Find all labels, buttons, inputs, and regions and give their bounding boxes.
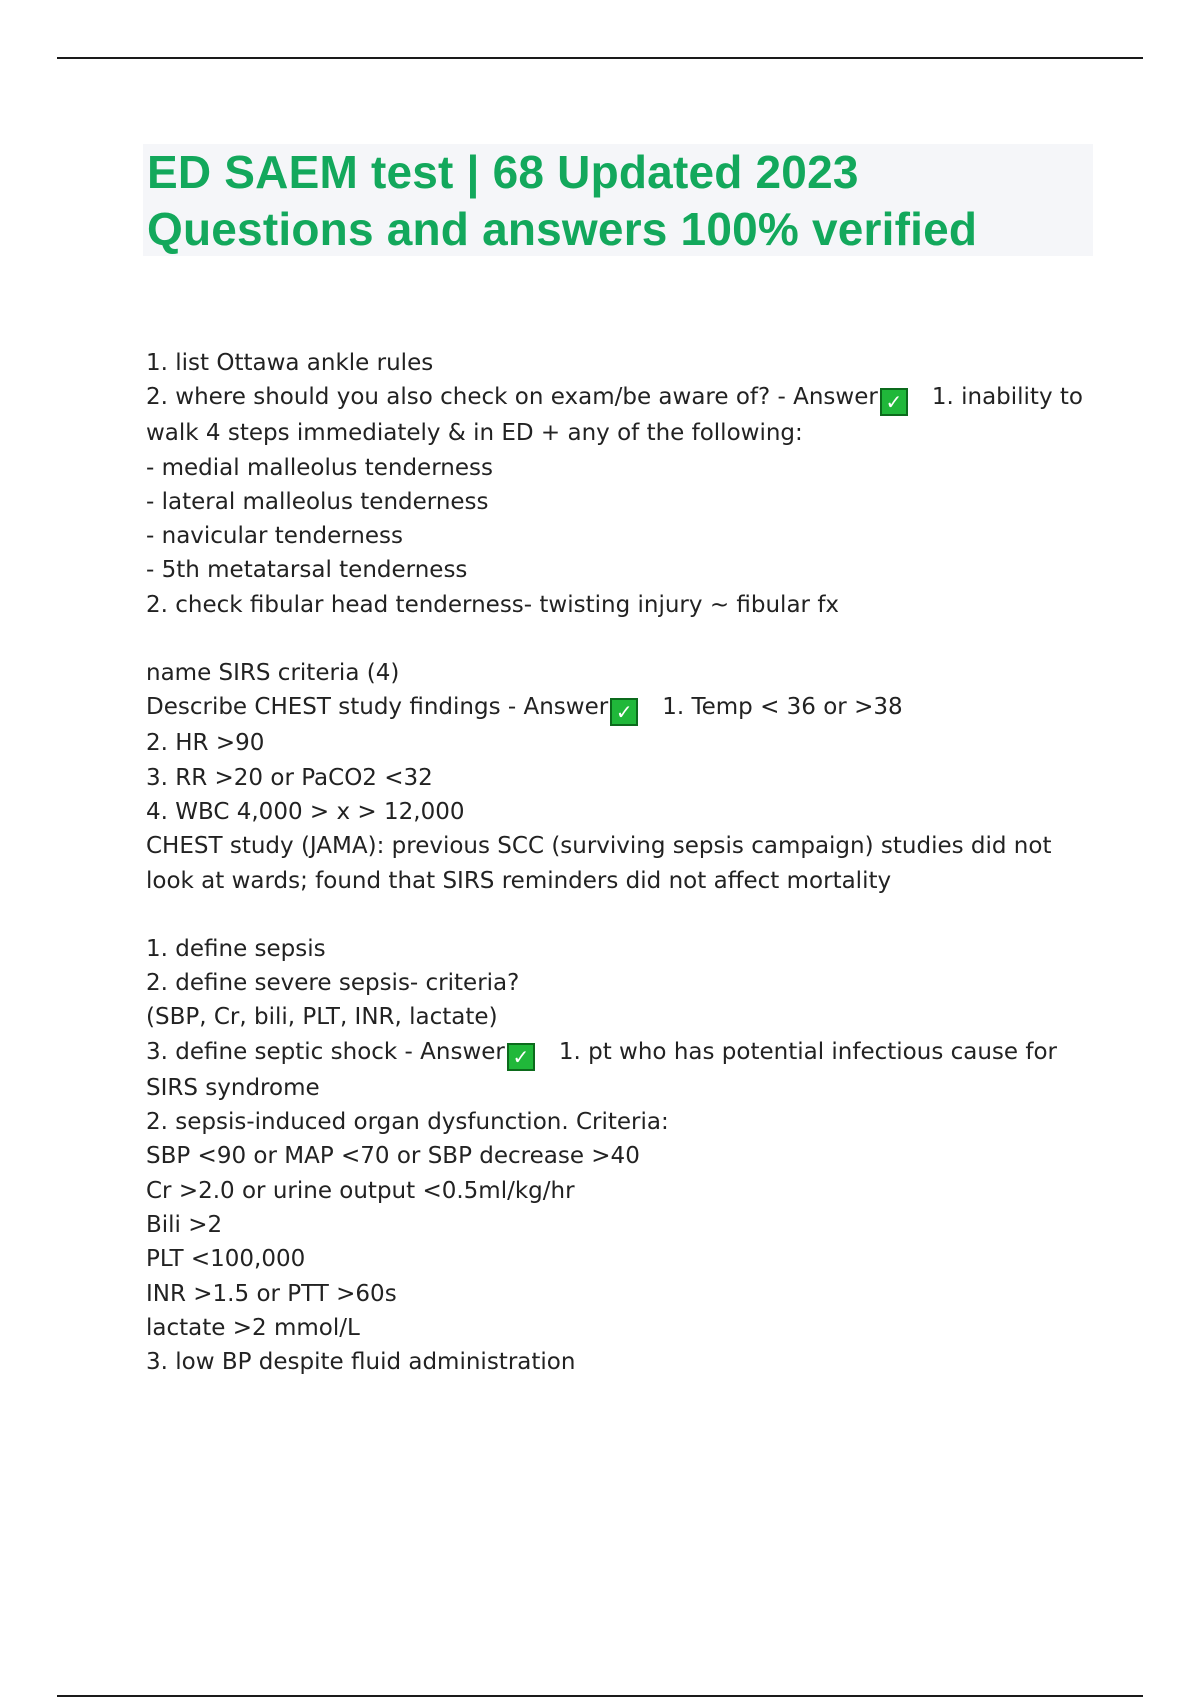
answer-line: Bili >2 (146, 1211, 223, 1238)
title-line-1: ED SAEM test | 68 Updated 2023 (147, 146, 859, 198)
answer-line: 2. sepsis-induced organ dysfunction. Criteria: (146, 1109, 669, 1136)
qa-block (146, 346, 1096, 622)
answer-line: - navicular tenderness (146, 523, 403, 550)
answer-line: Cr >2.0 or urine output <0.5ml/kg/hr (146, 1177, 575, 1204)
question-answer-line (146, 1035, 1096, 1105)
answer-line: - medial malleolus tenderness (146, 454, 493, 481)
title-line-2: Questions and answers 100% verified (147, 203, 978, 255)
check-mark-icon: ✓ (507, 1043, 535, 1071)
answer-line: 4. WBC 4,000 > x > 12,000 (146, 798, 465, 825)
question-text: 2. where should you also check on exam/be aware of? - Answer (146, 384, 878, 411)
question-answer-line (146, 380, 1096, 450)
answer-text: 1. inability to walk 4 steps immediately & in ED + any of the following: (146, 384, 1083, 447)
answer-line: PLT <100,000 (146, 1246, 306, 1273)
answer-line: 2. check fibular head tenderness- twisting injury ~ fibular fx (146, 591, 840, 618)
answer-line: 3. low BP despite fluid administration (146, 1349, 576, 1376)
qa-block (146, 656, 1096, 898)
answer-line: 3. RR >20 or PaCO2 <32 (146, 764, 433, 791)
answer-line: 2. HR >90 (146, 730, 265, 757)
question-line: name SIRS criteria (4) (146, 660, 400, 687)
question-line: (SBP, Cr, bili, PLT, INR, lactate) (146, 1004, 498, 1031)
answer-line: - lateral malleolus tenderness (146, 488, 489, 515)
bottom-rule (57, 1695, 1143, 1697)
question-line: 2. define severe sepsis- criteria? (146, 970, 520, 997)
answer-line: - 5th metatarsal tenderness (146, 557, 468, 584)
answer-line: lactate >2 mmol/L (146, 1314, 360, 1341)
check-mark-icon: ✓ (610, 698, 638, 726)
check-mark-icon: ✓ (880, 388, 908, 416)
document-title (147, 144, 1087, 258)
top-rule (57, 57, 1143, 59)
qa-block (146, 932, 1096, 1380)
answer-line: INR >1.5 or PTT >60s (146, 1280, 397, 1307)
question-text: 3. define septic shock - Answer (146, 1038, 505, 1065)
question-answer-line (146, 690, 1096, 726)
qa-content (146, 346, 1096, 1413)
answer-text: 1. pt who has potential infectious cause for SIRS syndrome (146, 1038, 1057, 1101)
question-text: Describe CHEST study findings - Answer (146, 694, 609, 721)
question-line: 1. list Ottawa ankle rules (146, 350, 434, 376)
answer-line: CHEST study (JAMA): previous SCC (surviving sepsis campaign) studies did not look at wards; found that SIRS reminders did not affect mortality (146, 833, 1059, 894)
answer-text: 1. Temp < 36 or >38 (662, 694, 903, 721)
answer-line: SBP <90 or MAP <70 or SBP decrease >40 (146, 1143, 640, 1170)
question-line: 1. define sepsis (146, 935, 326, 962)
